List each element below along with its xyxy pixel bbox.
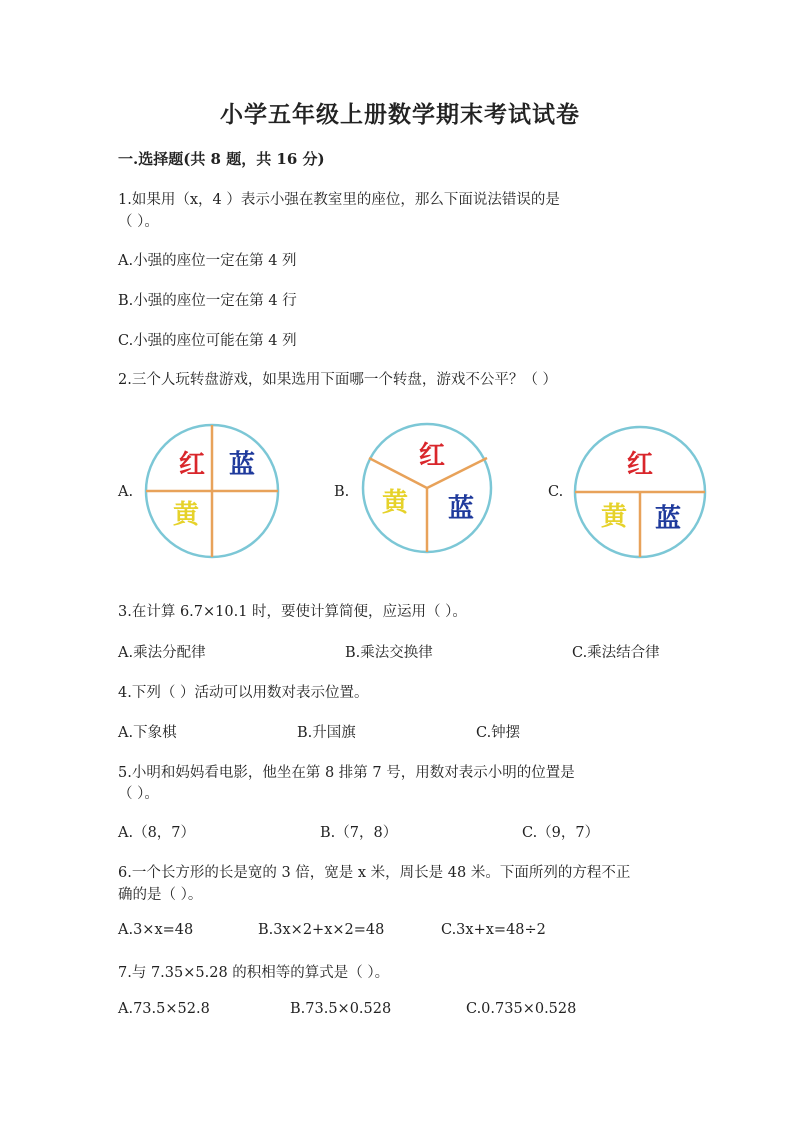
q1-stem-line2: （ ）。 <box>118 214 159 230</box>
q1-option-a: A.小强的座位一定在第 4 列 <box>118 253 297 269</box>
spinner-a-red: 红 <box>178 450 206 480</box>
q6-option-c: C.3x+x=48÷2 <box>441 922 546 938</box>
spinner-a <box>146 425 278 557</box>
q7-stem: 7.与 7.35×5.28 的积相等的算式是（ ）。 <box>118 965 390 981</box>
spinner-b <box>363 424 491 552</box>
q7-option-a: A.73.5×52.8 <box>118 1001 210 1017</box>
q5-stem-line2: （ ）。 <box>118 786 159 802</box>
section-heading: 一.选择题(共 8 题，共 16 分) <box>118 150 325 168</box>
q6-option-a: A.3×x=48 <box>118 922 194 938</box>
spinner-c-red: 红 <box>626 450 654 480</box>
q5-option-c: C.（9，7） <box>522 825 600 841</box>
q4-option-b: B.升国旗 <box>297 725 356 741</box>
q2-option-b-label: B. <box>334 484 350 500</box>
q7-option-c: C.0.735×0.528 <box>466 1001 577 1017</box>
q3-stem: 3.在计算 6.7×10.1 时，要使计算简便，应运用（ ）。 <box>118 604 467 620</box>
spinner-b-red: 红 <box>418 441 446 471</box>
q1-option-c: C.小强的座位可能在第 4 列 <box>118 333 297 349</box>
q6-option-b: B.3x×2+x×2=48 <box>258 922 385 938</box>
q1-option-b: B.小强的座位一定在第 4 行 <box>118 293 297 309</box>
q6-stem-line1: 6.一个长方形的长是宽的 3 倍，宽是 x 米，周长是 48 米。下面所列的方程不正 <box>118 865 631 881</box>
q3-option-b: B.乘法交换律 <box>345 645 433 661</box>
q5-option-a: A.（8，7） <box>118 825 196 841</box>
spinner-b-blue: 蓝 <box>447 494 475 524</box>
q2-option-c-label: C. <box>548 484 564 500</box>
spinner-a-blue: 蓝 <box>228 450 256 480</box>
q6-stem-line2: 确的是（ ）。 <box>118 887 203 903</box>
q4-option-a: A.下象棋 <box>118 725 177 741</box>
q4-option-c: C.钟摆 <box>476 725 521 741</box>
q2-stem: 2.三个人玩转盘游戏，如果选用下面哪一个转盘，游戏不公平？（ ） <box>118 372 557 388</box>
q3-option-a: A.乘法分配律 <box>118 645 206 661</box>
page-title: 小学五年级上册数学期末考试试卷 <box>220 101 580 128</box>
spinner-c-yellow: 黄 <box>600 502 628 532</box>
spinner-diagrams <box>0 410 800 570</box>
spinner-c-blue: 蓝 <box>654 504 682 534</box>
q1-stem-line1: 1.如果用（x，4 ）表示小强在教室里的座位，那么下面说法错误的是 <box>118 192 560 208</box>
q5-option-b: B.（7，8） <box>320 825 398 841</box>
spinner-b-yellow: 黄 <box>381 488 409 518</box>
q3-option-c: C.乘法结合律 <box>572 645 660 661</box>
spinner-a-yellow: 黄 <box>172 500 200 530</box>
q2-option-a-label: A. <box>118 484 134 500</box>
q4-stem: 4.下列（ ）活动可以用数对表示位置。 <box>118 685 369 701</box>
q5-stem-line1: 5.小明和妈妈看电影，他坐在第 8 排第 7 号，用数对表示小明的位置是 <box>118 765 575 781</box>
spinner-c <box>575 427 705 557</box>
q7-option-b: B.73.5×0.528 <box>290 1001 392 1017</box>
